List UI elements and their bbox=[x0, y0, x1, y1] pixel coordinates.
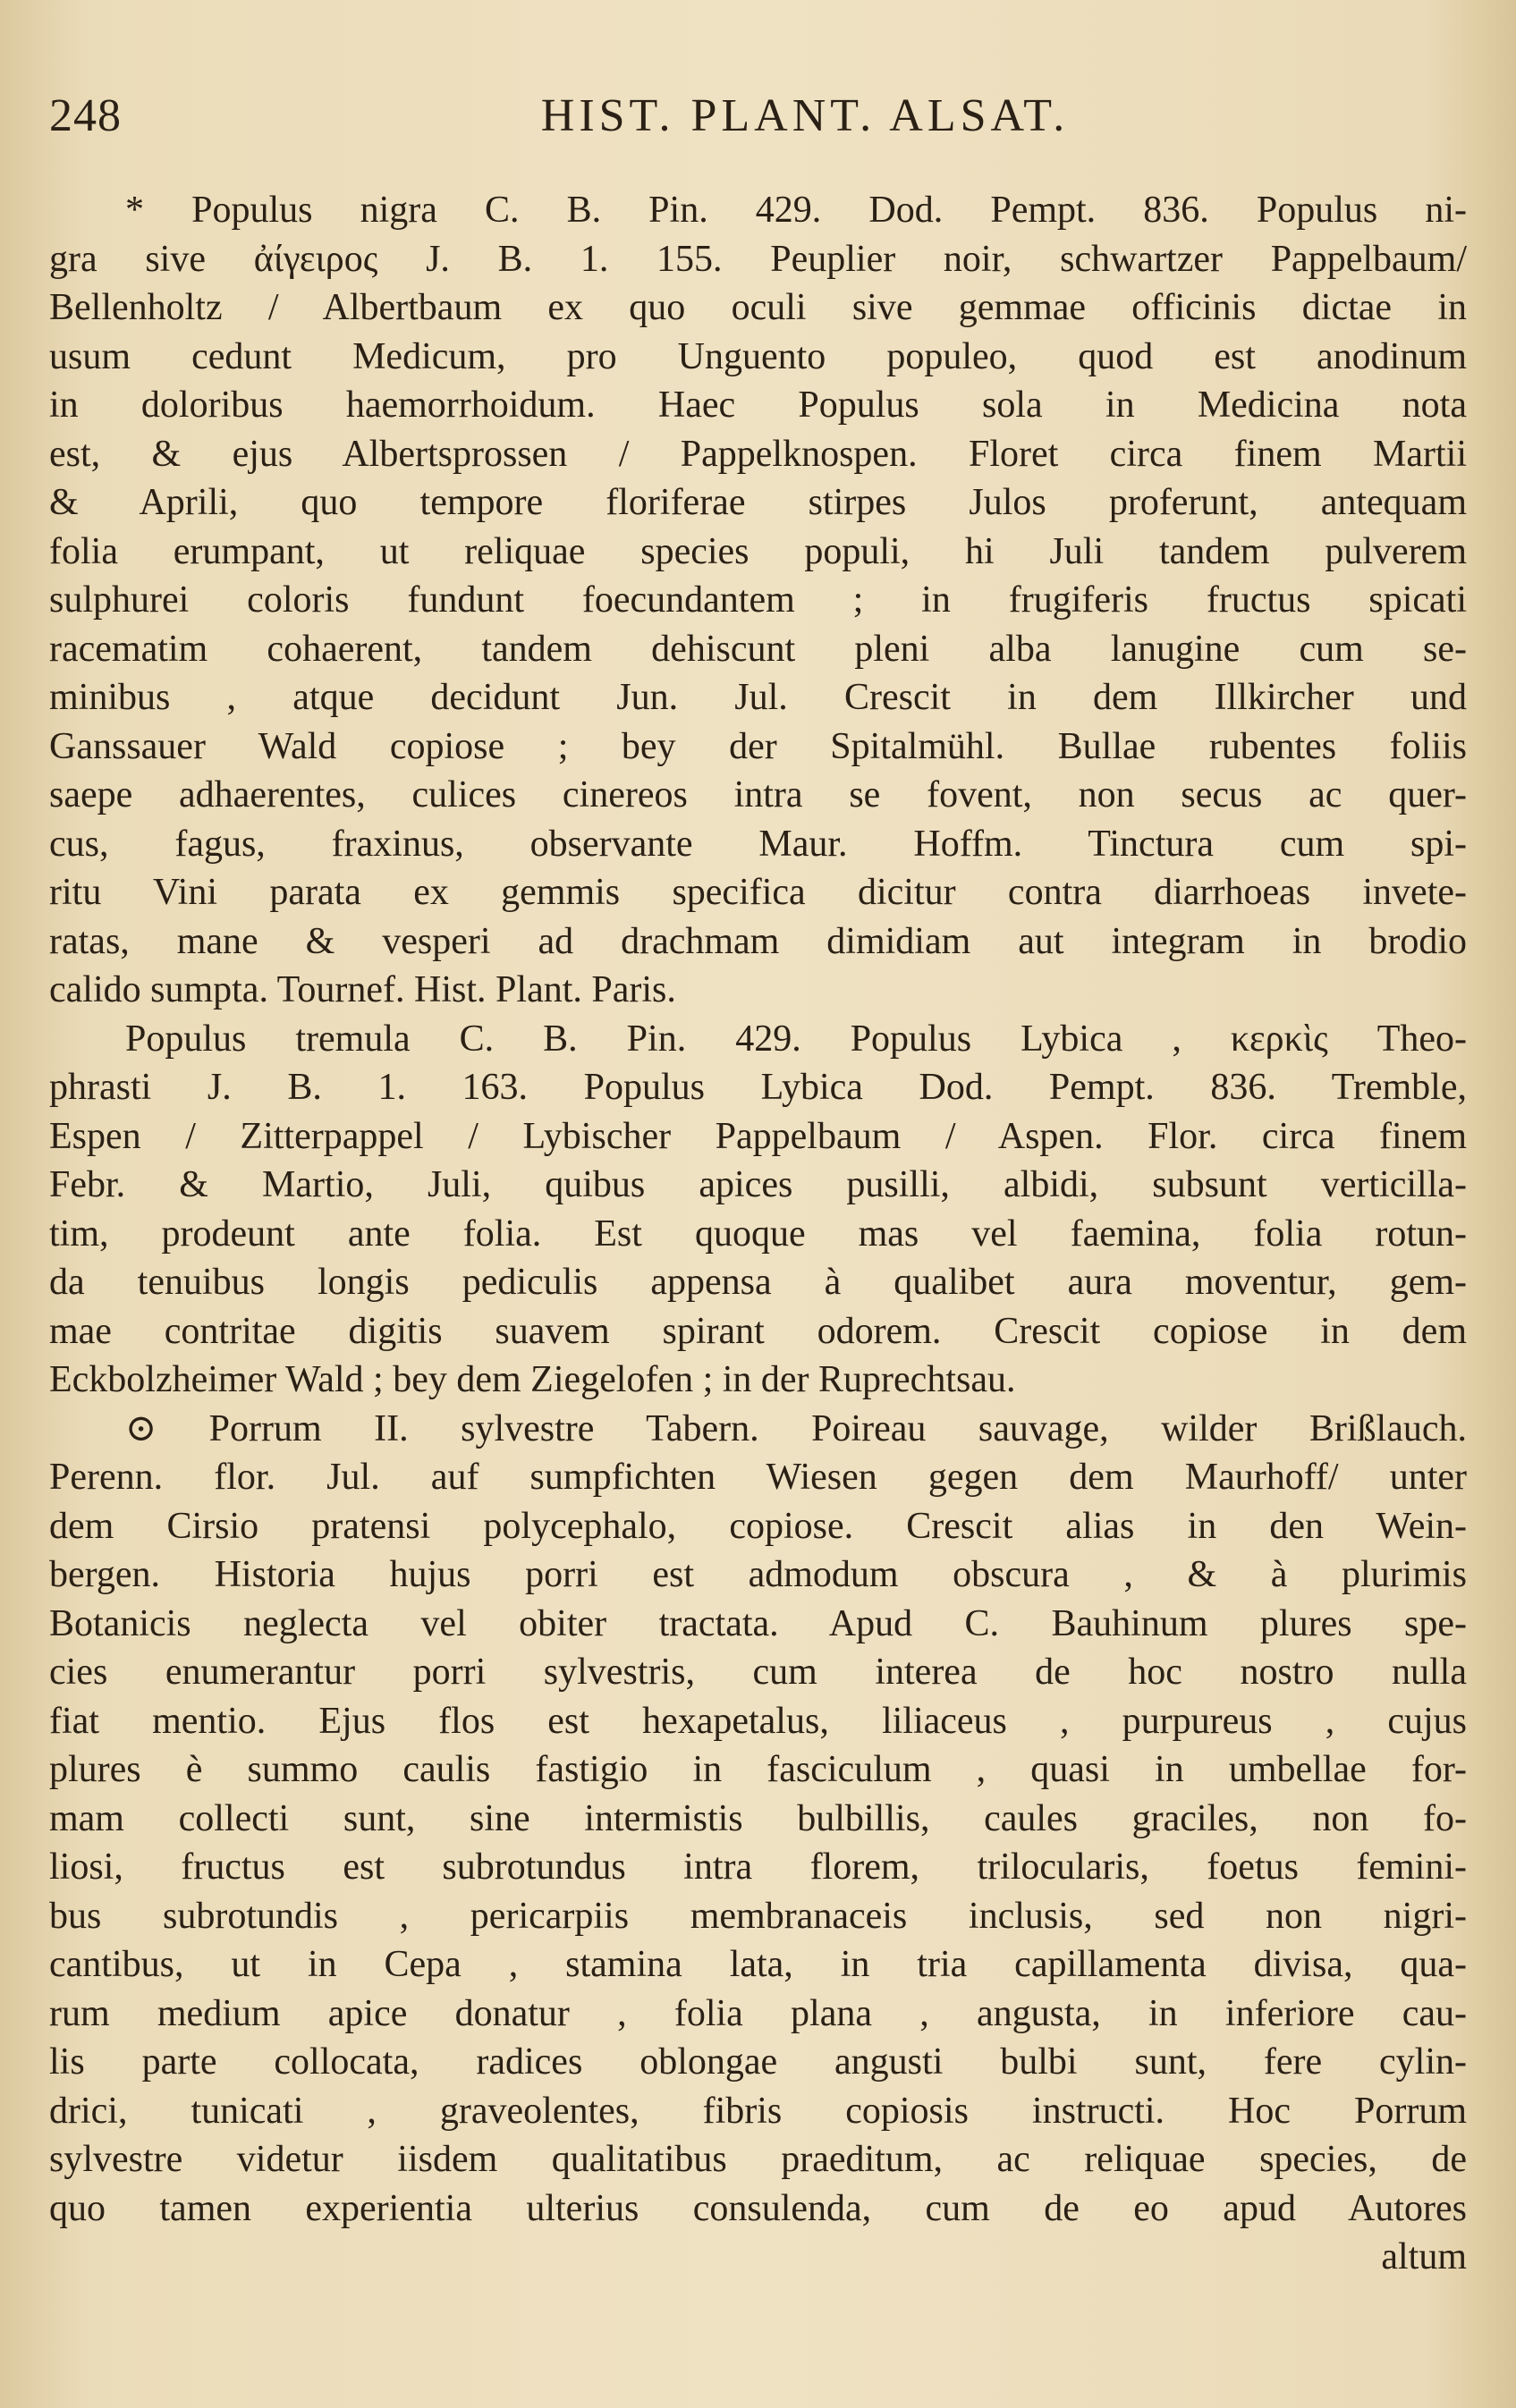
text-line: & Aprili, quo tempore floriferae stirpes Julos proferunt, antequam bbox=[49, 482, 1467, 523]
text-line: in doloribus haemorrhoidum. Haec Populus sola in Medicina nota bbox=[49, 384, 1467, 426]
text-line: saepe adhaerentes, culices cinereos intra se fovent, non secus ac quer- bbox=[49, 774, 1467, 815]
text-line: Ganssauer Wald copiose ; bey der Spitalmühl. Bullae rubentes foliis bbox=[49, 725, 1467, 767]
text-line: mae contritae digitis suavem spirant odorem. Crescit copiose in dem bbox=[49, 1310, 1467, 1352]
text-line: tim, prodeunt ante folia. Est quoque mas vel faemina, folia rotun- bbox=[49, 1212, 1467, 1255]
text-line: drici, tunicati , graveolentes, fibris copiosis instructi. Hoc Porrum bbox=[49, 2090, 1467, 2132]
text-line: liosi, fructus est subrotundus intra florem, trilocularis, foetus femini- bbox=[49, 1846, 1467, 1888]
text-line: sulphurei coloris fundunt foecundantem ; in frugiferis fructus spicati bbox=[49, 579, 1467, 621]
text-line: phrasti J. B. 1. 163. Populus Lybica Dod. Pempt. 836. Tremble, bbox=[49, 1067, 1467, 1108]
text-line: fiat mentio. Ejus flos est hexapetalus, liliaceus , purpureus , cujus bbox=[49, 1700, 1467, 1742]
text-line: ritu Vini parata ex gemmis specifica dicitur contra diarrhoeas invete- bbox=[49, 872, 1467, 913]
text-line: cantibus, ut in Cepa , stamina lata, in tria capillamenta divisa, qua- bbox=[49, 1944, 1467, 1985]
text-line: racematim cohaerent, tandem dehiscunt pleni alba lanugine cum se- bbox=[49, 628, 1467, 670]
text-line: ⊙ Porrum II. sylvestre Tabern. Poireau sauvage, wilder Brißlauch. bbox=[125, 1407, 1467, 1449]
text-line: folia erumpant, ut reliquae species populi, hi Juli tandem pulverem bbox=[49, 530, 1467, 572]
page-number: 248 bbox=[49, 90, 122, 141]
text-line: plures è summo caulis fastigio in fasciculum , quasi in umbellae for- bbox=[49, 1749, 1467, 1790]
text-line: ratas, mane & vesperi ad drachmam dimidiam aut integram in brodio bbox=[49, 920, 1467, 962]
text-line: mam collecti sunt, sine intermistis bulbillis, caules graciles, non fo- bbox=[49, 1797, 1467, 1839]
text-line: est, & ejus Albertsprossen / Pappelknospen. Floret circa finem Martii bbox=[49, 433, 1467, 475]
text-line: Febr. & Martio, Juli, quibus apices pusilli, albidi, subsunt verticilla- bbox=[49, 1164, 1467, 1205]
text-line: usum cedunt Medicum, pro Unguento populeo, quod est anodinum bbox=[49, 335, 1467, 377]
running-title: HIST. PLANT. ALSAT. bbox=[540, 90, 1070, 141]
text-line: * Populus nigra C. B. Pin. 429. Dod. Pempt. 836. Populus ni- bbox=[125, 190, 1467, 231]
page-header bbox=[49, 89, 1462, 152]
text-line: Eckbolzheimer Wald ; bey dem Ziegelofen ; in der Ruprechtsau. bbox=[49, 1359, 1016, 1400]
text-line: Populus tremula C. B. Pin. 429. Populus Lybica , κερκὶς Theo- bbox=[125, 1018, 1467, 1060]
text-line: Espen / Zitterpappel / Lybischer Pappelbaum / Aspen. Flor. circa finem bbox=[49, 1115, 1467, 1157]
text-line: calido sumpta. Tournef. Hist. Plant. Paris. bbox=[49, 969, 676, 1010]
text-line: dem Cirsio pratensi polycephalo, copiose. Crescit alias in den Wein- bbox=[49, 1505, 1467, 1547]
text-line: sylvestre videtur iisdem qualitatibus praeditum, ac reliquae species, de bbox=[49, 2139, 1467, 2180]
text-line: Perenn. flor. Jul. auf sumpfichten Wiesen gegen dem Maurhoff/ unter bbox=[49, 1457, 1467, 1498]
text-line: quo tamen experientia ulterius consulenda, cum de eo apud Autores bbox=[49, 2187, 1467, 2229]
text-line: lis parte collocata, radices oblongae angusti bulbi sunt, fere cylin- bbox=[49, 2041, 1467, 2083]
text-line: bergen. Historia hujus porri est admodum obscura , & à plurimis bbox=[49, 1554, 1467, 1595]
text-line: rum medium apice donatur , folia plana , angusta, in inferiore cau- bbox=[49, 1992, 1467, 2034]
text-line: da tenuibus longis pediculis appensa à qualibet aura moventur, gem- bbox=[49, 1262, 1467, 1303]
text-line: minibus , atque decidunt Jun. Jul. Crescit in dem Illkircher und bbox=[49, 677, 1467, 718]
text-line: altum bbox=[1381, 2236, 1467, 2277]
text-line: Bellenholtz / Albertbaum ex quo oculi sive gemmae officinis dictae in bbox=[49, 287, 1467, 328]
text-line: cus, fagus, fraxinus, observante Maur. Hoffm. Tinctura cum spi- bbox=[49, 823, 1467, 865]
text-line: gra sive ἀίγειρος J. B. 1. 155. Peuplier noir, schwartzer Pappelbaum/ bbox=[49, 238, 1467, 280]
text-line: bus subrotundis , pericarpiis membranaceis inclusis, sed non nigri- bbox=[49, 1895, 1467, 1937]
body-text bbox=[49, 186, 1467, 2282]
text-line: cies enumerantur porri sylvestris, cum interea de hoc nostro nulla bbox=[49, 1652, 1467, 1693]
text-line: Botanicis neglecta vel obiter tractata. Apud C. Bauhinum plures spe- bbox=[49, 1602, 1467, 1644]
